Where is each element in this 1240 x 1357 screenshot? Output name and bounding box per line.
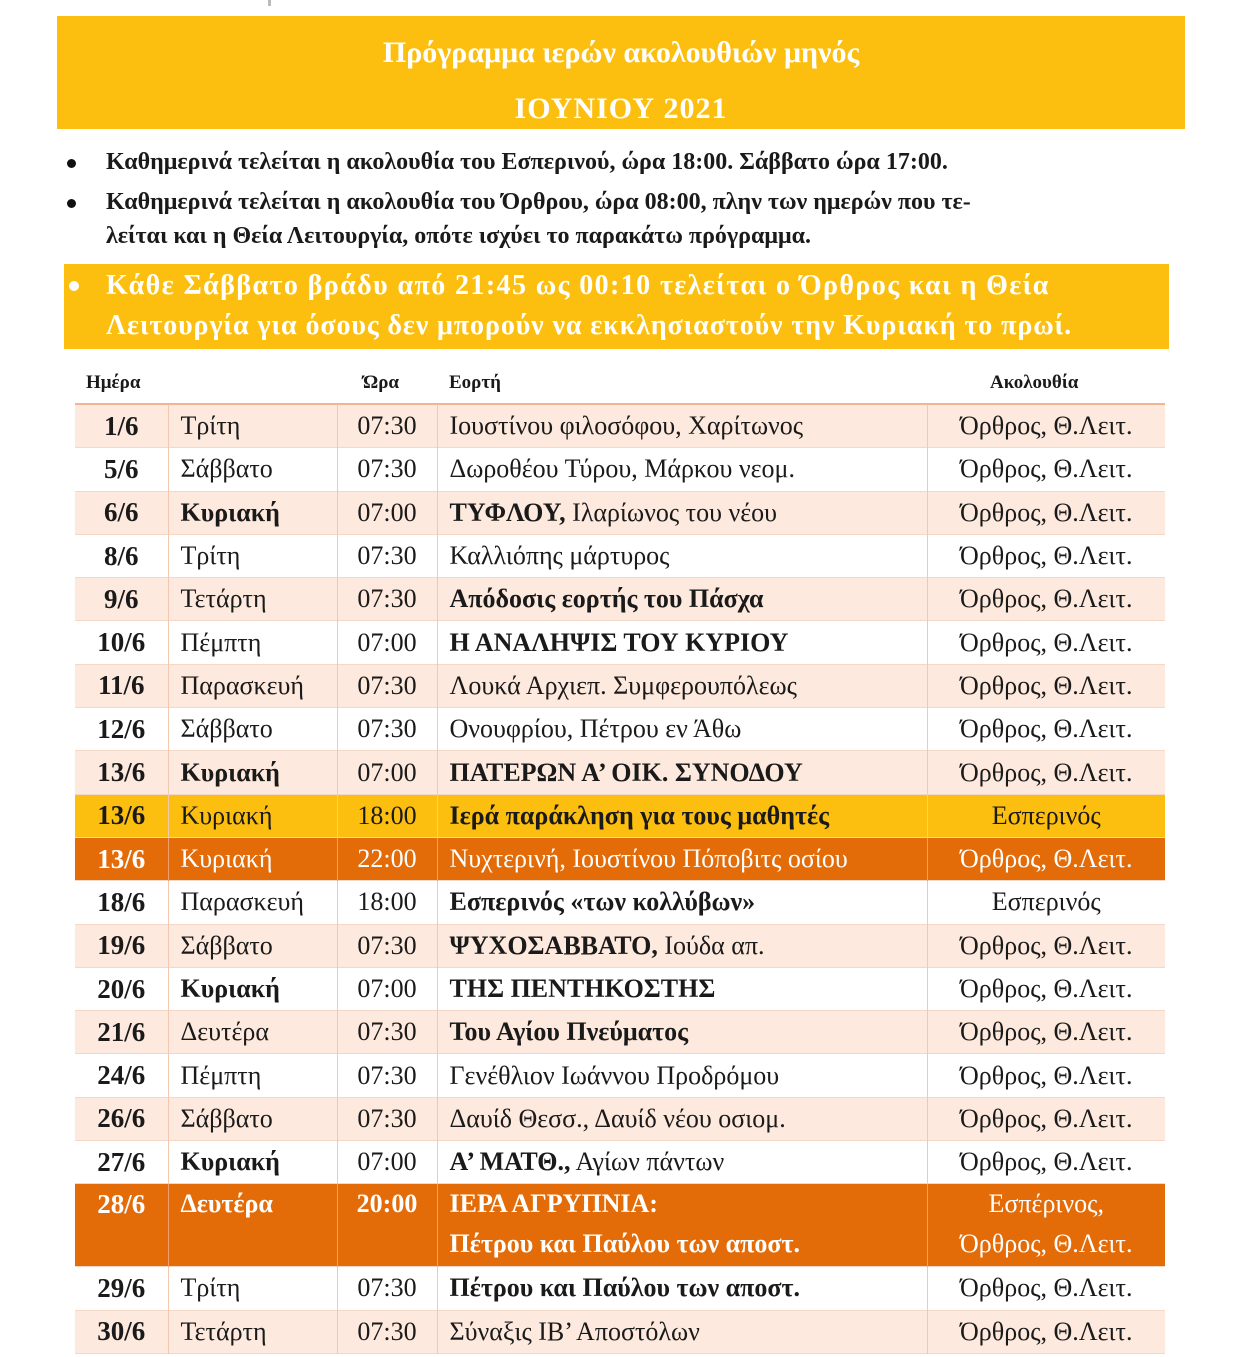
- service-value: Όρθρος, Θ.Λειτ.: [960, 627, 1133, 657]
- time-cell: [337, 1141, 437, 1184]
- feast-bold-text: Η ΑΝΑΛΗΨΙΣ ΤΟΥ ΚΥΡΙΟΥ: [449, 627, 789, 657]
- time-value: 07:00: [357, 627, 417, 657]
- service-value: Όρθρος, Θ.Λειτ.: [960, 1147, 1133, 1177]
- date-cell: [75, 1011, 168, 1054]
- feast-cell: [437, 491, 927, 534]
- time-value: 07:30: [357, 541, 417, 571]
- feast-cell: [437, 1184, 927, 1267]
- day-value: Σάββατο: [180, 930, 273, 960]
- date-value: 29/6: [97, 1272, 146, 1303]
- service-cell: [927, 794, 1165, 837]
- date-cell: [75, 621, 168, 664]
- date-cell: [75, 664, 168, 707]
- service-value: Εσπερινός: [991, 800, 1101, 830]
- column-header-feast: Εορτή: [449, 372, 501, 393]
- feast-bold-text: Πέτρου και Παύλου των αποστ.: [449, 1273, 800, 1303]
- service-cell: [927, 534, 1165, 577]
- date-cell: [75, 491, 168, 534]
- table-row: [75, 404, 1165, 448]
- page-subtitle: ΙΟΥΝΙΟΥ 2021: [514, 92, 728, 125]
- bullet-icon: [67, 199, 76, 208]
- service-cell: [927, 1267, 1165, 1310]
- date-value: 11/6: [97, 670, 145, 701]
- day-cell: [168, 1310, 337, 1353]
- schedule-table: [75, 403, 1165, 1354]
- time-value: 07:00: [357, 757, 417, 787]
- time-cell: [337, 448, 437, 491]
- time-cell: [337, 534, 437, 577]
- day-cell: [168, 1011, 337, 1054]
- time-value: 18:00: [357, 800, 417, 830]
- time-value: 18:00: [357, 887, 417, 917]
- feast-bold-text: ΙΕΡΑ ΑΓΡΥΠΝΙΑ:: [449, 1189, 658, 1219]
- date-value: 6/6: [103, 497, 139, 528]
- date-cell: [75, 794, 168, 837]
- day-cell: [168, 404, 337, 448]
- date-cell: [75, 404, 168, 448]
- top-edge-mark: [268, 0, 271, 6]
- time-value: 07:30: [357, 411, 417, 441]
- service-cell: [927, 1141, 1165, 1184]
- time-cell: [337, 621, 437, 664]
- service-cell: [927, 491, 1165, 534]
- date-value: 30/6: [97, 1316, 146, 1347]
- date-value: 13/6: [97, 757, 146, 788]
- feast-bold-text: Απόδοσις εορτής του Πάσχα: [449, 584, 764, 614]
- feast-bold-text: ΤΗΣ ΠΕΝΤΗΚΟΣΤΗΣ: [449, 974, 716, 1003]
- date-value: 19/6: [97, 930, 146, 961]
- column-header-service: Ακολουθία: [990, 372, 1079, 393]
- service-cell: [927, 967, 1165, 1010]
- time-cell: [337, 1267, 437, 1310]
- time-cell: [337, 1011, 437, 1054]
- date-cell: [75, 751, 168, 794]
- service-value: Όρθρος, Θ.Λειτ.: [960, 1103, 1133, 1133]
- day-value: Σάββατο: [180, 1103, 273, 1133]
- table-row: [75, 621, 1165, 664]
- feast-cell: [437, 664, 927, 707]
- service-cell: [927, 1310, 1165, 1353]
- saturday-night-highlight: Κάθε Σάββατο βράδυ από 21:45 ως 00:10 τελείται ο Όρθρος και η Θεία Λειτουργία για όσους δεν μπορούν να εκκλησιαστούν την Κυριακή το πρωί.: [64, 264, 1169, 349]
- day-cell: [168, 1054, 337, 1097]
- day-cell: [168, 491, 337, 534]
- table-row: [75, 534, 1165, 577]
- feast-cell: [437, 1141, 927, 1184]
- time-cell: [337, 751, 437, 794]
- feast-cell: [437, 1011, 927, 1054]
- service-value: Όρθρος, Θ.Λειτ.: [960, 670, 1133, 700]
- service-cell: [927, 924, 1165, 967]
- time-value: 07:30: [357, 714, 417, 744]
- feast-cell: [437, 404, 927, 448]
- service-value: Όρθρος, Θ.Λειτ.: [960, 1316, 1133, 1346]
- feast-text: Ονουφρίου, Πέτρου εν Άθω: [449, 714, 742, 744]
- date-cell: [75, 534, 168, 577]
- column-header-day: Ημέρα: [86, 372, 141, 393]
- feast-cell: [437, 924, 927, 967]
- time-cell: [337, 967, 437, 1010]
- table-row: [75, 1184, 1165, 1267]
- day-cell: [168, 924, 337, 967]
- day-value: Τετάρτη: [180, 584, 267, 614]
- bullet-icon: [67, 159, 76, 168]
- service-value: Όρθρος, Θ.Λειτ.: [960, 930, 1133, 960]
- table-row: [75, 1141, 1165, 1184]
- service-cell: [927, 404, 1165, 448]
- service-cell: [927, 751, 1165, 794]
- feast-bold-text: ΨΥΧΟΣΑΒΒΑΤΟ,: [449, 930, 658, 960]
- date-cell: [75, 837, 168, 880]
- feast-cell: [437, 881, 927, 924]
- feast-cell: [437, 1097, 927, 1140]
- time-value: 20:00: [356, 1189, 418, 1219]
- feast-text: Καλλιόπης μάρτυρος: [449, 541, 670, 571]
- day-value: Κυριακή: [180, 800, 273, 830]
- day-value: Κυριακή: [180, 974, 280, 1003]
- feast-bold-text: Εσπερινός «των κολλύβων»: [449, 887, 756, 917]
- table-row: [75, 1011, 1165, 1054]
- time-value: 07:30: [357, 454, 417, 484]
- time-value: 07:30: [357, 1316, 417, 1346]
- day-value: Δευτέρα: [180, 1189, 273, 1219]
- date-value: 8/6: [103, 540, 139, 571]
- feast-cell: [437, 751, 927, 794]
- day-value: Σάββατο: [180, 714, 273, 744]
- day-value: Σάββατο: [180, 454, 273, 484]
- note-vespers: Καθημερινά τελείται η ακολουθία του Εσπερινού, ώρα 18:00. Σάββατο ώρα 17:00.: [64, 145, 1166, 179]
- day-cell: [168, 794, 337, 837]
- date-cell: [75, 448, 168, 491]
- feast-bold-text: Ιερά παράκληση για τους μαθητές: [449, 800, 830, 830]
- service-value: Όρθρος, Θ.Λειτ.: [960, 584, 1133, 614]
- feast-text: Δαυίδ Θεσσ., Δαυίδ νέου οσιομ.: [449, 1103, 786, 1133]
- date-cell: [75, 1141, 168, 1184]
- day-cell: [168, 1184, 337, 1267]
- day-cell: [168, 664, 337, 707]
- service-value: Όρθρος, Θ.Λειτ.: [960, 1017, 1133, 1047]
- table-row: [75, 1310, 1165, 1353]
- date-cell: [75, 967, 168, 1010]
- notes-list: [64, 145, 1166, 263]
- day-value: Παρασκευή: [180, 887, 304, 917]
- service-value: Όρθρος, Θ.Λειτ.: [960, 757, 1133, 787]
- feast-cell: [437, 708, 927, 751]
- time-cell: [337, 578, 437, 621]
- feast-cell: [437, 837, 927, 880]
- time-cell: [337, 924, 437, 967]
- table-row: [75, 1097, 1165, 1140]
- day-cell: [168, 1097, 337, 1140]
- time-value: 07:00: [357, 1147, 417, 1177]
- service-cell: [927, 1054, 1165, 1097]
- feast-text: Γενέθλιον Ιωάννου Προδρόμου: [449, 1060, 780, 1090]
- table-row: [75, 837, 1165, 880]
- date-cell: [75, 881, 168, 924]
- date-value: 13/6: [97, 800, 146, 831]
- service-value: Όρθρος, Θ.Λειτ.: [960, 1273, 1133, 1303]
- feast-cell: [437, 794, 927, 837]
- feast-bold-text: Του Αγίου Πνεύματος: [449, 1017, 689, 1047]
- date-cell: [75, 1310, 168, 1353]
- time-cell: [337, 404, 437, 448]
- feast-cell: [437, 967, 927, 1010]
- day-value: Κυριακή: [180, 757, 280, 787]
- feast-bold-text-line2: Πέτρου και Παύλου των αποστ.: [449, 1229, 800, 1259]
- time-value: 07:30: [357, 1017, 417, 1047]
- time-cell: [337, 708, 437, 751]
- day-value: Τρίτη: [180, 1273, 241, 1303]
- feast-text: Νυχτερινή, Ιουστίνου Πόποβιτς οσίου: [449, 844, 848, 874]
- time-cell: [337, 837, 437, 880]
- feast-text: Ιούδα απ.: [657, 930, 765, 960]
- day-value: Τετάρτη: [180, 1316, 267, 1346]
- day-cell: [168, 708, 337, 751]
- day-cell: [168, 881, 337, 924]
- feast-bold-text: ΠΑΤΕΡΩΝ Α’ ΟΙΚ. ΣΥΝΟΔΟΥ: [449, 757, 803, 787]
- table-row: [75, 967, 1165, 1010]
- note-matins: Καθημερινά τελείται η ακολουθία του Όρθρου, ώρα 08:00, πλην των ημερών που τε- λείται και η Θεία Λειτουργία, οπότε ισχύει το παρακάτω πρόγραμμα.: [64, 185, 1166, 263]
- day-cell: [168, 448, 337, 491]
- date-value: 9/6: [103, 583, 139, 614]
- day-value: Τρίτη: [180, 411, 241, 441]
- service-cell: [927, 664, 1165, 707]
- service-value: Όρθρος, Θ.Λειτ.: [960, 844, 1133, 874]
- day-cell: [168, 1267, 337, 1310]
- time-value: 07:30: [357, 1273, 417, 1303]
- page-header: [57, 16, 1185, 129]
- service-cell: [927, 881, 1165, 924]
- feast-cell: [437, 1310, 927, 1353]
- date-value: 28/6: [97, 1189, 146, 1220]
- day-value: Πέμπτη: [180, 1060, 262, 1090]
- date-value: 21/6: [97, 1016, 146, 1047]
- table-row: [75, 708, 1165, 751]
- time-cell: [337, 1184, 437, 1267]
- feast-cell: [437, 621, 927, 664]
- table-row: [75, 578, 1165, 621]
- date-value: 5/6: [103, 453, 139, 484]
- feast-text: Αγίων πάντων: [570, 1147, 725, 1177]
- day-cell: [168, 967, 337, 1010]
- day-value: Κυριακή: [180, 844, 273, 874]
- day-value: Πέμπτη: [180, 627, 262, 657]
- feast-cell: [437, 534, 927, 577]
- time-value: 07:00: [357, 497, 417, 527]
- day-cell: [168, 578, 337, 621]
- date-cell: [75, 708, 168, 751]
- time-cell: [337, 1310, 437, 1353]
- service-cell: [927, 621, 1165, 664]
- feast-text: Ιλαρίωνος του νέου: [565, 497, 778, 527]
- service-cell: [927, 1011, 1165, 1054]
- time-value: 22:00: [357, 844, 417, 874]
- table-row: [75, 751, 1165, 794]
- feast-cell: [437, 1054, 927, 1097]
- day-cell: [168, 751, 337, 794]
- service-value: Όρθρος, Θ.Λειτ.: [960, 974, 1133, 1003]
- service-cell: [927, 708, 1165, 751]
- time-cell: [337, 794, 437, 837]
- time-value: 07:30: [357, 670, 417, 700]
- service-cell: [927, 1184, 1165, 1267]
- table-row: [75, 794, 1165, 837]
- table-row: [75, 491, 1165, 534]
- date-value: 27/6: [97, 1146, 146, 1177]
- time-cell: [337, 881, 437, 924]
- feast-cell: [437, 578, 927, 621]
- day-cell: [168, 837, 337, 880]
- day-value: Κυριακή: [180, 1147, 280, 1177]
- date-value: 10/6: [97, 627, 146, 658]
- day-cell: [168, 1141, 337, 1184]
- page-title: Πρόγραμμα ιερών ακολουθιών μηνός: [382, 36, 860, 69]
- service-value: Όρθρος, Θ.Λειτ.: [960, 411, 1133, 441]
- service-value: Όρθρος, Θ.Λειτ.: [960, 541, 1133, 571]
- service-value: Όρθρος, Θ.Λειτ.: [960, 714, 1133, 744]
- service-cell: [927, 837, 1165, 880]
- date-cell: [75, 1097, 168, 1140]
- table-row: [75, 1054, 1165, 1097]
- service-value: Εσπερινός: [991, 887, 1101, 917]
- column-header-time: Ώρα: [363, 372, 399, 393]
- day-value: Κυριακή: [180, 497, 280, 527]
- time-value: 07:30: [357, 1060, 417, 1090]
- time-cell: [337, 664, 437, 707]
- time-cell: [337, 1054, 437, 1097]
- date-value: 12/6: [97, 713, 146, 744]
- date-cell: [75, 1054, 168, 1097]
- date-value: 18/6: [97, 886, 146, 917]
- feast-cell: [437, 448, 927, 491]
- date-value: 24/6: [97, 1060, 146, 1091]
- date-value: 1/6: [103, 410, 139, 441]
- service-value: Εσπέρινος,: [988, 1189, 1104, 1219]
- feast-bold-text: ΤΥΦΛΟΥ,: [449, 497, 566, 527]
- time-value: 07:30: [357, 584, 417, 614]
- service-value-line2: Όρθρος, Θ.Λειτ.: [960, 1229, 1133, 1259]
- time-value: 07:00: [357, 974, 417, 1003]
- service-cell: [927, 448, 1165, 491]
- table-row: [75, 664, 1165, 707]
- time-cell: [337, 491, 437, 534]
- time-cell: [337, 1097, 437, 1140]
- feast-text: Δωροθέου Τύρου, Μάρκου νεομ.: [449, 454, 795, 484]
- feast-text: Λουκά Αρχιεπ. Συμφερουπόλεως: [449, 670, 797, 700]
- date-value: 26/6: [97, 1103, 146, 1134]
- time-value: 07:30: [357, 1103, 417, 1133]
- feast-bold-text: Α’ ΜΑΤΘ.,: [449, 1147, 571, 1177]
- date-cell: [75, 1267, 168, 1310]
- day-cell: [168, 621, 337, 664]
- time-value: 07:30: [357, 930, 417, 960]
- service-cell: [927, 1097, 1165, 1140]
- feast-text: Ιουστίνου φιλοσόφου, Χαρίτωνος: [449, 411, 804, 441]
- table-row: [75, 881, 1165, 924]
- service-value: Όρθρος, Θ.Λειτ.: [960, 1060, 1133, 1090]
- service-value: Όρθρος, Θ.Λειτ.: [960, 454, 1133, 484]
- service-value: Όρθρος, Θ.Λειτ.: [960, 497, 1133, 527]
- day-value: Παρασκευή: [180, 670, 304, 700]
- feast-cell: [437, 1267, 927, 1310]
- bullet-icon: [69, 281, 79, 291]
- day-value: Τρίτη: [180, 541, 241, 571]
- table-row: [75, 1267, 1165, 1310]
- date-value: 20/6: [97, 973, 146, 1004]
- table-row: [75, 924, 1165, 967]
- day-cell: [168, 534, 337, 577]
- service-cell: [927, 578, 1165, 621]
- day-value: Δευτέρα: [180, 1017, 269, 1047]
- feast-text: Σύναξις ΙΒ’ Αποστόλων: [449, 1316, 700, 1346]
- date-value: 13/6: [97, 843, 146, 874]
- date-cell: [75, 578, 168, 621]
- date-cell: [75, 1184, 168, 1267]
- table-row: [75, 448, 1165, 491]
- date-cell: [75, 924, 168, 967]
